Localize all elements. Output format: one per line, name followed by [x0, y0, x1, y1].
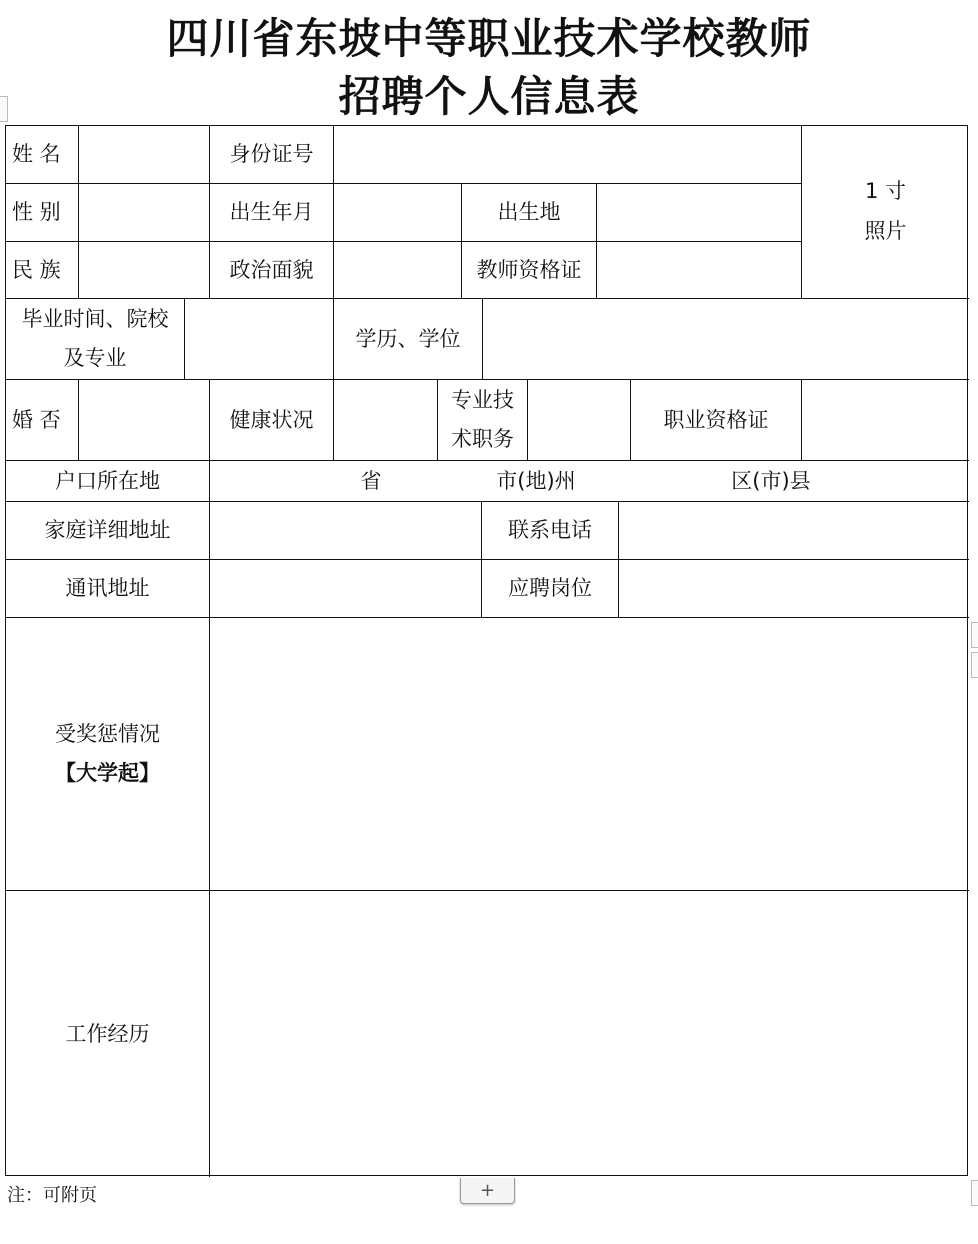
mail-address-field[interactable]	[210, 560, 481, 617]
pro-title-label	[438, 380, 527, 460]
pro-title-label-line2: 术职务	[451, 427, 514, 451]
form-title-line1: 四川省东坡中等职业技术学校教师	[166, 14, 812, 63]
mail-address-label: 通讯地址	[65, 576, 150, 601]
health-field[interactable]	[334, 380, 437, 460]
vocational-cert-label: 职业资格证	[663, 407, 769, 432]
hukou-label: 户口所在地	[55, 468, 160, 493]
pro-title-field[interactable]	[528, 380, 630, 460]
left-edge-handle[interactable]	[0, 96, 8, 122]
hukou-city-label: 市(地)州	[496, 468, 576, 493]
vocational-cert-field[interactable]	[802, 380, 969, 460]
education-degree-label: 学历、学位	[355, 326, 461, 351]
photo-placeholder[interactable]	[802, 126, 969, 298]
birth-date-field[interactable]	[334, 184, 461, 241]
teacher-cert-label: 教师资格证	[476, 257, 582, 282]
work-history-field[interactable]	[210, 891, 969, 1177]
education-degree-field[interactable]	[483, 299, 969, 379]
awards-field[interactable]	[210, 618, 969, 890]
add-page-button[interactable]	[460, 1178, 515, 1204]
plus-icon: +	[479, 1180, 496, 1201]
photo-label: 照片	[864, 219, 907, 243]
graduation-label	[6, 299, 184, 379]
info-form-table	[5, 125, 968, 1176]
birthplace-label: 出生地	[497, 200, 561, 225]
ethnicity-label: 民 族	[12, 257, 61, 282]
awards-label	[6, 618, 209, 890]
footer-note: 注：可附页	[7, 1185, 97, 1206]
marital-field[interactable]	[79, 380, 209, 460]
home-address-label: 家庭详细地址	[44, 518, 171, 543]
graduation-field[interactable]	[185, 299, 333, 379]
name-label: 姓 名	[12, 142, 61, 167]
political-status-field[interactable]	[334, 242, 461, 298]
ethnicity-field[interactable]	[79, 242, 209, 298]
health-label: 健康状况	[229, 407, 314, 432]
marital-label: 婚 否	[12, 407, 61, 432]
form-title-line2: 招聘个人信息表	[338, 72, 640, 121]
graduation-label-line2: 及专业	[63, 346, 127, 370]
phone-label: 联系电话	[508, 518, 592, 543]
id-number-field[interactable]	[334, 126, 801, 183]
gender-field[interactable]	[79, 184, 209, 241]
id-number-label: 身份证号	[229, 142, 314, 167]
political-status-label: 政治面貌	[229, 257, 314, 282]
right-edge-handle-footer[interactable]	[971, 1180, 978, 1206]
awards-label-text: 受奖惩情况	[55, 722, 160, 747]
photo-size-label: 1 寸	[864, 179, 907, 204]
phone-field[interactable]	[619, 502, 969, 559]
right-edge-handle-top[interactable]	[971, 622, 978, 648]
birthplace-field[interactable]	[597, 184, 801, 241]
awards-note: 【大学起】	[55, 761, 160, 785]
right-edge-handle-bottom[interactable]	[971, 652, 978, 678]
birth-date-label: 出生年月	[229, 200, 314, 225]
graduation-label-line1: 毕业时间、院校	[21, 307, 169, 332]
pro-title-label-line1: 专业技	[451, 388, 514, 413]
teacher-cert-field[interactable]	[597, 242, 801, 298]
position-field[interactable]	[619, 560, 969, 617]
position-label: 应聘岗位	[508, 576, 592, 601]
home-address-field[interactable]	[210, 502, 481, 559]
hukou-province-label: 省	[360, 468, 382, 493]
work-history-label: 工作经历	[65, 1021, 150, 1046]
name-field[interactable]	[79, 126, 209, 183]
hukou-county-label: 区(市)县	[731, 468, 811, 493]
gender-label: 性 别	[12, 200, 61, 225]
